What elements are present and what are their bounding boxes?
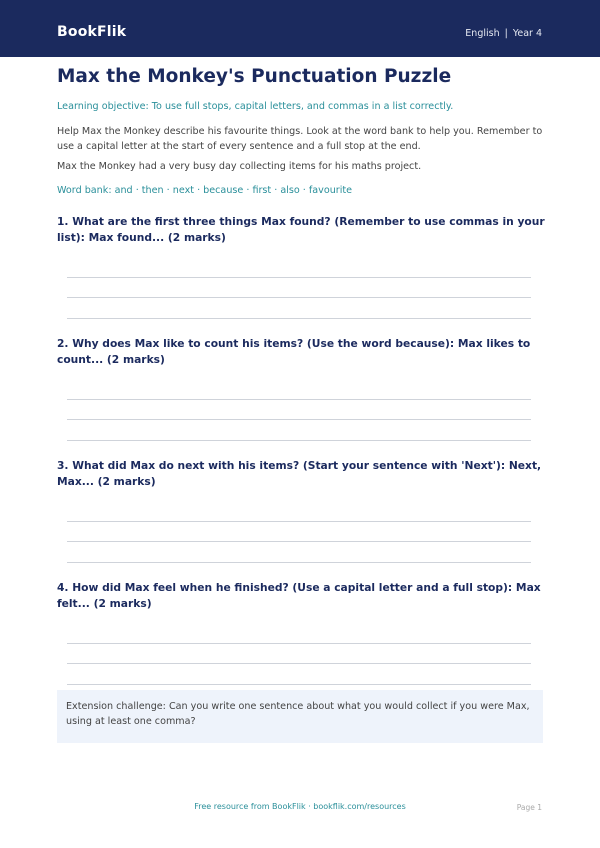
- header-separator: |: [504, 28, 508, 39]
- question-2: 2. Why does Max like to count his items? (Use the word because): Max likes to count... (2 marks): [57, 337, 531, 366]
- story-sentence: Max the Monkey had a very busy day collecting items for his maths project.: [57, 161, 422, 172]
- answer-line[interactable]: [67, 440, 531, 441]
- page-number: Page 1: [516, 803, 542, 812]
- answer-line[interactable]: [67, 419, 531, 420]
- answer-line[interactable]: [67, 663, 531, 664]
- answer-line[interactable]: [67, 318, 531, 319]
- instructions: Help Max the Monkey describe his favourite things. Look at the word bank to help you. Remember to use a capital letter at the start of every sentence and a full stop at the end.: [57, 126, 543, 152]
- question-3: 3. What did Max do next with his items? (Start your sentence with 'Next'): Next, Max... (2 marks): [57, 459, 542, 488]
- header-bar: [0, 0, 600, 57]
- footer-link[interactable]: Free resource from BookFlik · bookflik.com/resources: [194, 802, 406, 811]
- answer-line[interactable]: [67, 297, 531, 298]
- answer-line[interactable]: [67, 684, 531, 685]
- answer-line[interactable]: [67, 541, 531, 542]
- question-4: 4. How did Max feel when he finished? (Use a capital letter and a full stop): Max felt... (2 marks): [57, 581, 541, 610]
- year-label: Year 4: [512, 28, 542, 39]
- answer-line[interactable]: [67, 643, 531, 644]
- brand-logo[interactable]: BookFlik: [57, 24, 127, 40]
- question-1: 1. What are the first three things Max found? (Remember to use commas in your list): Max found... (2 marks): [57, 215, 545, 244]
- answer-line[interactable]: [67, 562, 531, 563]
- answer-line[interactable]: [67, 399, 531, 400]
- header-meta: [465, 28, 542, 39]
- answer-line[interactable]: [67, 277, 531, 278]
- worksheet-title: Max the Monkey's Punctuation Puzzle: [57, 66, 452, 87]
- word-bank: Word bank: and · then · next · because · first · also · favourite: [57, 185, 353, 196]
- subject-label: English: [465, 28, 500, 39]
- answer-line[interactable]: [67, 521, 531, 522]
- learning-objective: Learning objective: To use full stops, capital letters, and commas in a list correctly.: [57, 101, 454, 112]
- extension-challenge: Extension challenge: Can you write one sentence about what you would collect if you were Max, using at least one comma?: [57, 690, 543, 743]
